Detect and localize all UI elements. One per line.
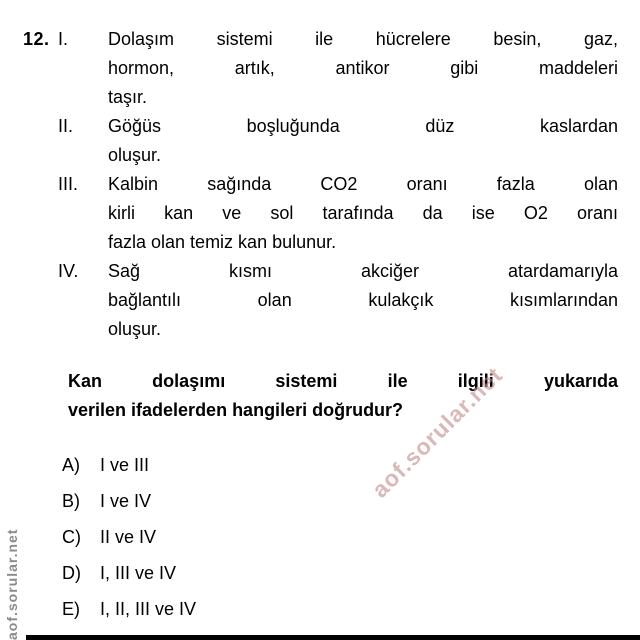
option-letter: C) bbox=[62, 527, 81, 547]
question-stem bbox=[68, 367, 618, 425]
statement-line: Dolaşım sistemi ile hücrelere besin, gaz, bbox=[108, 29, 618, 49]
question-number: 12. bbox=[23, 29, 50, 49]
statement-line: oluşur. bbox=[108, 145, 162, 165]
statement-text bbox=[108, 257, 618, 344]
statement-text bbox=[108, 25, 618, 112]
statement-numeral: I. bbox=[58, 29, 69, 49]
statement-line: Kalbin sağında CO2 oranı fazla olan bbox=[108, 174, 618, 194]
option-text: I ve III bbox=[100, 455, 150, 475]
statement-numeral: IV. bbox=[58, 261, 79, 281]
bottom-divider-bar bbox=[26, 635, 640, 640]
question-line: Kan dolaşımı sistemi ile ilgili yukarıda bbox=[68, 371, 618, 391]
question-line: verilen ifadelerden hangileri doğrudur? bbox=[68, 400, 404, 420]
option-e bbox=[62, 595, 462, 624]
statement-item-2 bbox=[58, 112, 618, 170]
statement-line: Göğüs boşluğunda düz kaslardan bbox=[108, 116, 618, 136]
statement-line: bağlantılı olan kulakçık kısımlarından bbox=[108, 290, 618, 310]
option-a bbox=[62, 451, 462, 480]
statement-line: Sağ kısmı akciğer atardamarıyla bbox=[108, 261, 618, 281]
statement-line: hormon, artık, antikor gibi maddeleri bbox=[108, 58, 618, 78]
option-letter: A) bbox=[62, 455, 80, 475]
option-text: I, II, III ve IV bbox=[100, 599, 197, 619]
option-letter: B) bbox=[62, 491, 80, 511]
statement-text bbox=[108, 170, 618, 257]
statement-line: fazla olan temiz kan bulunur. bbox=[108, 232, 337, 252]
statement-line: taşır. bbox=[108, 87, 148, 107]
option-letter: E) bbox=[62, 599, 80, 619]
option-c bbox=[62, 523, 462, 552]
option-text: I ve IV bbox=[100, 491, 152, 511]
watermark-vertical: aof.sorular.net bbox=[4, 528, 20, 640]
option-d bbox=[62, 559, 462, 588]
statement-list bbox=[58, 25, 618, 344]
statement-item-1 bbox=[58, 25, 618, 112]
option-letter: D) bbox=[62, 563, 81, 583]
statement-line: oluşur. bbox=[108, 319, 162, 339]
statement-item-3 bbox=[58, 170, 618, 257]
option-b bbox=[62, 487, 462, 516]
statement-item-4 bbox=[58, 257, 618, 344]
statement-line: kirli kan ve sol tarafında da ise O2 oranı bbox=[108, 203, 618, 223]
statement-numeral: III. bbox=[58, 174, 79, 194]
answer-options bbox=[62, 451, 462, 631]
statement-text bbox=[108, 112, 618, 170]
watermark-diagonal: aof.sorular.net bbox=[366, 361, 508, 503]
option-text: I, III ve IV bbox=[100, 563, 177, 583]
statement-numeral: II. bbox=[58, 116, 74, 136]
option-text: II ve IV bbox=[100, 527, 157, 547]
